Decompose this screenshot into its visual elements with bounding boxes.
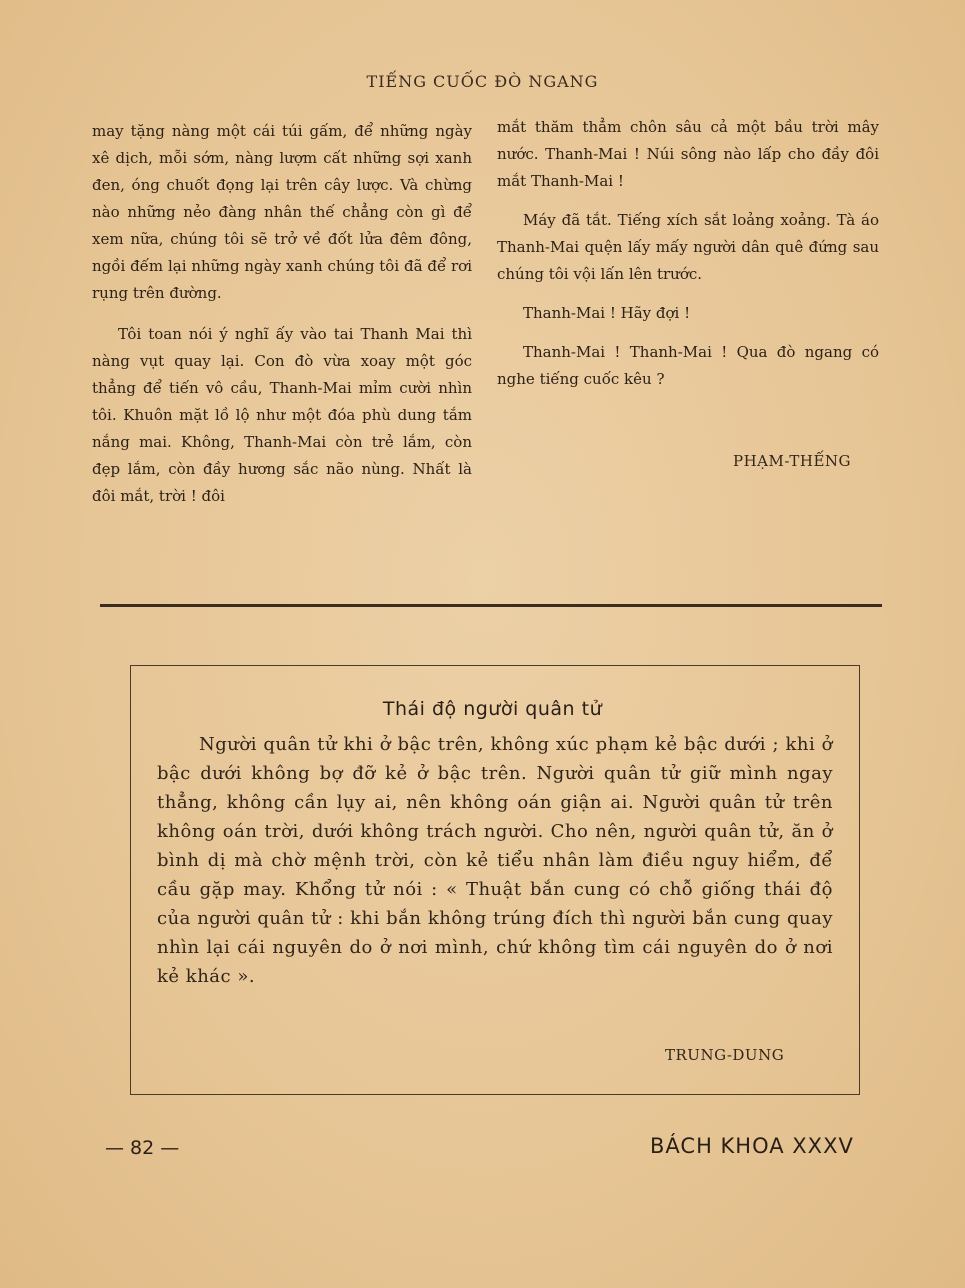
right-paragraph-2: Máy đã tắt. Tiếng xích sắt loảng xoảng. Tà áo Thanh-Mai quện lấy mấy người dân quê đứng sau chúng tôi vội lấn lên trước. (497, 211, 879, 283)
box-author: TRUNG-DUNG (665, 1046, 785, 1064)
right-paragraph-1: mắt thăm thẳm chôn sâu cả một bầu trời mây nước. Thanh-Mai ! Núi sông nào lấp cho đầy đôi mắt Thanh-Mai ! (497, 118, 879, 190)
right-column (497, 114, 879, 393)
right-paragraph-3: Thanh-Mai ! Hãy đợi ! (523, 304, 691, 322)
magazine-name: BÁCH KHOA XXXV (650, 1134, 854, 1158)
left-paragraph-2: Tôi toan nói ý nghĩ ấy vào tai Thanh Mai thì nàng vụt quay lại. Con đò vừa xoay một góc thẳng để tiến vô cầu, Thanh-Mai mỉm cười nhìn tôi. Khuôn mặt lồ lộ như một đóa phù dung tắm nắng mai. Không, Thanh-Mai còn trẻ lắm, còn đẹp lắm, còn đầy hương sắc não nùng. Nhất là đôi mắt, trời ! đôi (92, 325, 472, 505)
article-author: PHẠM-THẾNG (733, 452, 852, 470)
section-divider (100, 604, 882, 607)
box-title: Thái độ người quân tử (382, 698, 603, 720)
right-paragraph-4: Thanh-Mai ! Thanh-Mai ! Qua đò ngang có nghe tiếng cuốc kêu ? (497, 343, 879, 388)
left-paragraph-1: may tặng nàng một cái túi gấm, để những ngày xê dịch, mỗi sớm, nàng lượm cất những sợi xanh đen, óng chuốt đọng lại trên cây lược. Và chừng nào những nẻo đàng nhân thế chẳng còn gì để xem nữa, chúng tôi sẽ trở về đốt lửa đêm đông, ngồi đếm lại những ngày xanh chúng tôi đã để rơi rụng trên đường. (92, 122, 472, 302)
page-number: — 82 — (105, 1137, 180, 1159)
running-head: TIẾNG CUỐC ĐÒ NGANG (366, 72, 599, 91)
box-text: Người quân tử khi ở bậc trên, không xúc phạm kẻ bậc dưới ; khi ở bậc dưới không bợ đỡ kẻ ở bậc trên. Người quân tử giữ mình ngay thẳng, không cần lụy ai, nên không oán giận ai. Người quân tử trên không oán trời, dưới không trách người. Cho nên, người quân tử, ăn ở bình dị mà chờ mệnh trời, còn kẻ tiểu nhân làm điều nguy hiểm, để cầu gặp may. Khổng tử nói : « Thuật bắn cung có chỗ giống thái độ của người quân tử : khi bắn không trúng đích thì người bắn cung quay nhìn lại cái nguyên do ở nơi mình, chứ không tìm cái nguyên do ở nơi kẻ khác ». (157, 734, 833, 987)
left-column (92, 118, 472, 510)
